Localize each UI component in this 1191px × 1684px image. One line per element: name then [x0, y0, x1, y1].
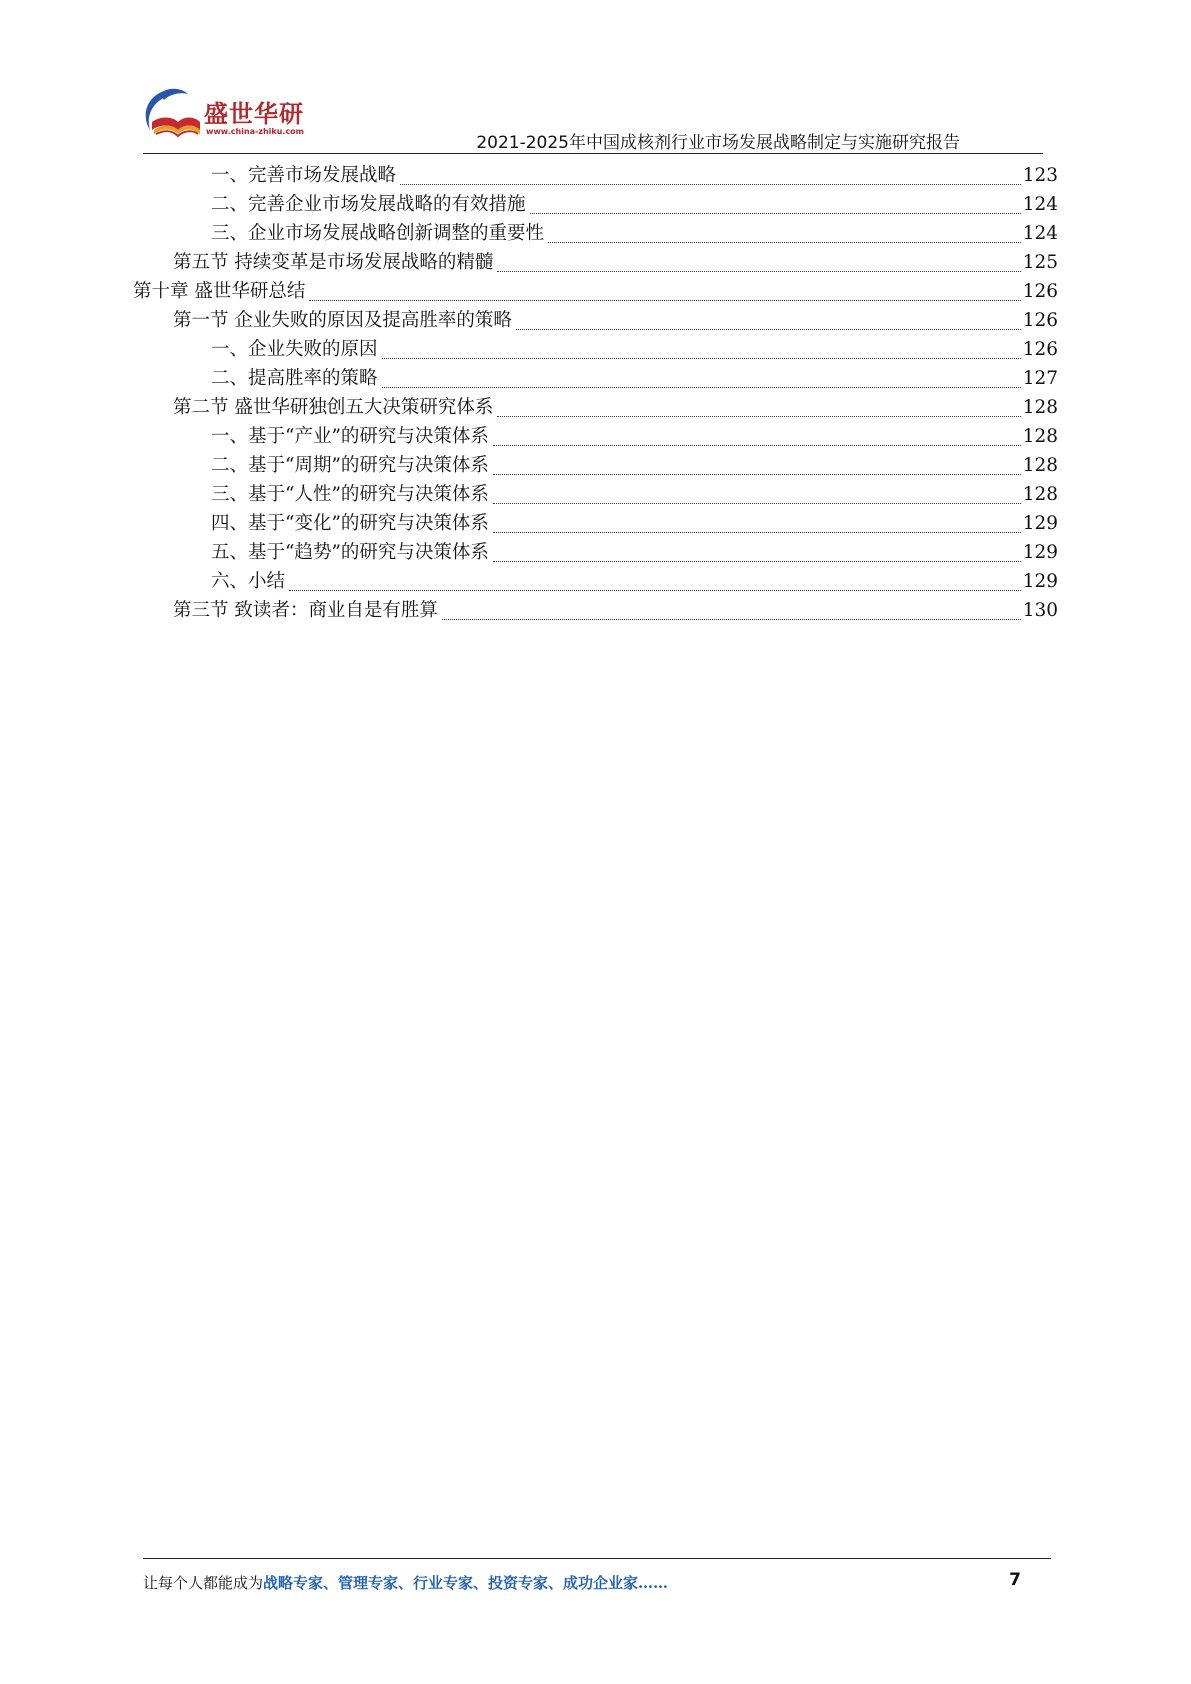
toc-entry-page: 129 — [1022, 571, 1058, 592]
toc-entry-title: 一、基于“产业”的研究与决策体系 — [211, 426, 489, 447]
toc-entry-title: 五、基于“趋势”的研究与决策体系 — [211, 542, 489, 563]
footer-divider — [143, 1558, 1051, 1559]
toc-entry[interactable] — [211, 365, 1058, 393]
toc-entry[interactable] — [211, 481, 1058, 509]
toc-entry-page: 128 — [1022, 426, 1058, 447]
toc-entry[interactable] — [211, 162, 1058, 190]
toc-entry[interactable] — [211, 336, 1058, 364]
toc-dot-leader — [497, 396, 1020, 417]
toc-entry[interactable] — [211, 539, 1058, 567]
toc-entry-page: 124 — [1022, 194, 1058, 215]
toc-dot-leader — [530, 193, 1021, 214]
header-divider — [143, 153, 1043, 154]
toc-entry-title: 四、基于“变化”的研究与决策体系 — [211, 513, 489, 534]
toc-entry-title: 三、基于“人性”的研究与决策体系 — [211, 484, 489, 505]
toc-entry[interactable] — [173, 249, 1058, 277]
toc-entry-page: 130 — [1022, 600, 1058, 621]
toc-entry[interactable] — [211, 510, 1058, 538]
book-swoosh-icon — [138, 86, 204, 142]
toc-entry-title: 第五节 持续变革是市场发展战略的精髓 — [173, 252, 494, 273]
page-header — [0, 0, 1191, 160]
toc-entry-page: 129 — [1022, 542, 1058, 563]
toc-dot-leader — [382, 367, 1021, 388]
company-logo — [138, 86, 308, 146]
report-title: 2021-2025年中国成核剂行业市场发展战略制定与实施研究报告 — [476, 133, 960, 153]
toc-dot-leader — [442, 599, 1021, 620]
toc-dot-leader — [382, 338, 1021, 359]
toc-entry-page: 128 — [1022, 455, 1058, 476]
toc-entry-title: 二、基于“周期”的研究与决策体系 — [211, 455, 489, 476]
footer-prefix: 让每个人都能成为 — [143, 1574, 264, 1592]
toc-entry[interactable] — [211, 452, 1058, 480]
toc-dot-leader — [516, 309, 1021, 330]
toc-dot-leader — [493, 512, 1021, 533]
toc-entry[interactable] — [211, 191, 1058, 219]
toc-entry[interactable] — [133, 278, 1058, 306]
toc-entry-title: 一、企业失败的原因 — [211, 339, 378, 360]
toc-entry-page: 128 — [1022, 397, 1058, 418]
logo-name: 盛世华研 — [204, 100, 304, 128]
toc-entry-page: 124 — [1022, 223, 1058, 244]
toc-entry[interactable] — [211, 423, 1058, 451]
toc-entry-title: 二、提高胜率的策略 — [211, 368, 378, 389]
toc-entry[interactable] — [211, 568, 1058, 596]
toc-entry-title: 第二节 盛世华研独创五大决策研究体系 — [173, 397, 494, 418]
toc-entry-title: 第三节 致读者：商业自是有胜算 — [173, 600, 438, 621]
toc-entry[interactable] — [173, 597, 1058, 625]
toc-dot-leader — [497, 251, 1020, 272]
toc-entry-page: 128 — [1022, 484, 1058, 505]
footer-slogan — [143, 1572, 668, 1593]
toc-dot-leader — [493, 541, 1021, 562]
toc-entry-title: 第十章 盛世华研总结 — [133, 281, 306, 302]
toc-dot-leader — [493, 483, 1021, 504]
toc-entry-page: 126 — [1022, 281, 1058, 302]
toc-dot-leader — [493, 425, 1021, 446]
footer-highlight: 战略专家、管理专家、行业专家、投资专家、成功企业家…… — [263, 1574, 669, 1592]
toc-entry[interactable] — [173, 394, 1058, 422]
toc-entry-page: 129 — [1022, 513, 1058, 534]
toc-dot-leader — [400, 164, 1021, 185]
toc-entry-title: 三、企业市场发展战略创新调整的重要性 — [211, 223, 545, 244]
toc-dot-leader — [309, 280, 1020, 301]
toc-entry-title: 第一节 企业失败的原因及提高胜率的策略 — [173, 310, 512, 331]
toc-entry-title: 一、完善市场发展战略 — [211, 165, 397, 186]
toc-entry[interactable] — [211, 220, 1058, 248]
logo-url: www.china-zhiku.com — [206, 127, 305, 136]
toc-entry-title: 六、小结 — [211, 571, 286, 592]
toc-entry[interactable] — [173, 307, 1058, 335]
toc-entry-page: 126 — [1022, 339, 1058, 360]
toc-dot-leader — [493, 454, 1021, 475]
page-number: 7 — [1009, 1570, 1021, 1590]
toc-dot-leader — [548, 222, 1021, 243]
toc-entry-page: 126 — [1022, 310, 1058, 331]
toc-dot-leader — [289, 570, 1021, 591]
toc-entry-page: 127 — [1022, 368, 1058, 389]
toc-entry-page: 125 — [1022, 252, 1058, 273]
toc-entry-page: 123 — [1022, 165, 1058, 186]
toc-entry-title: 二、完善企业市场发展战略的有效措施 — [211, 194, 526, 215]
